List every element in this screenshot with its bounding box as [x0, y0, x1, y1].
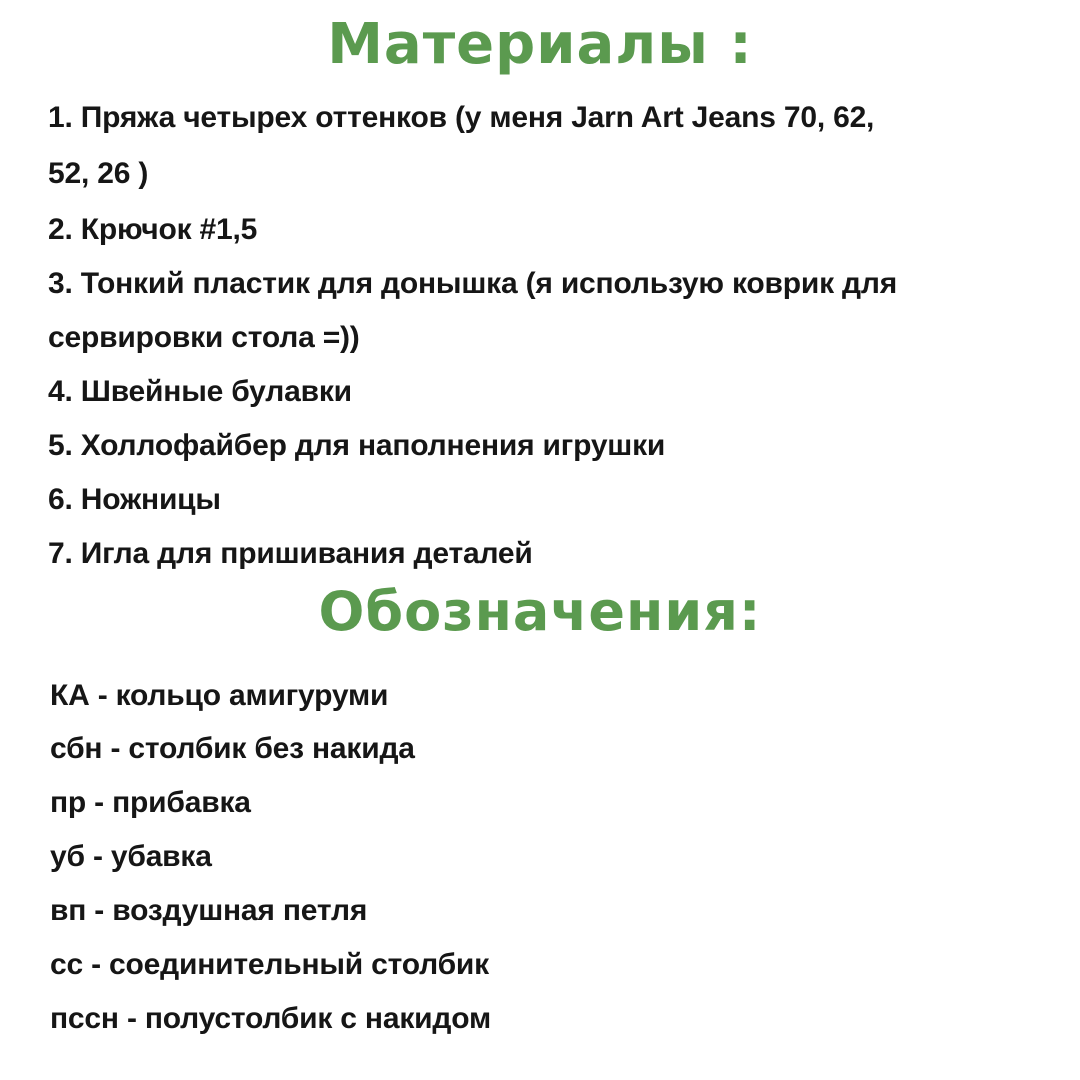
materials-line-7: 7. Игла для пришивания деталей — [48, 537, 533, 570]
notation-item-pssn: пссн - полустолбик с накидом — [50, 1002, 491, 1035]
materials-line-5: 5. Холлофайбер для наполнения игрушки — [48, 429, 666, 462]
notation-heading: Обозначения: — [318, 580, 762, 643]
materials-line-6: 6. Ножницы — [48, 483, 221, 516]
notation-item-vp: вп - воздушная петля — [50, 894, 368, 927]
materials-line-1-cont: 52, 26 ) — [48, 157, 149, 190]
materials-line-1: 1. Пряжа четырех оттенков (у меня Jarn Art Jeans 70, 62, — [48, 101, 875, 134]
notation-item-pr: пр - прибавка — [50, 786, 251, 819]
materials-line-3-cont: сервировки стола =)) — [48, 321, 360, 354]
notation-item-ub: уб - убавка — [50, 840, 212, 873]
materials-line-3: 3. Тонкий пластик для донышка (я использую коврик для — [48, 267, 898, 300]
notation-item-ss: сс - соединительный столбик — [50, 948, 489, 981]
materials-heading: Материалы : — [327, 12, 753, 77]
notation-item-ka: КА - кольцо амигуруми — [50, 679, 389, 712]
notation-item-sbn: сбн - столбик без накида — [50, 732, 415, 765]
materials-line-4: 4. Швейные булавки — [48, 375, 352, 408]
materials-line-2: 2. Крючок #1,5 — [48, 213, 258, 246]
